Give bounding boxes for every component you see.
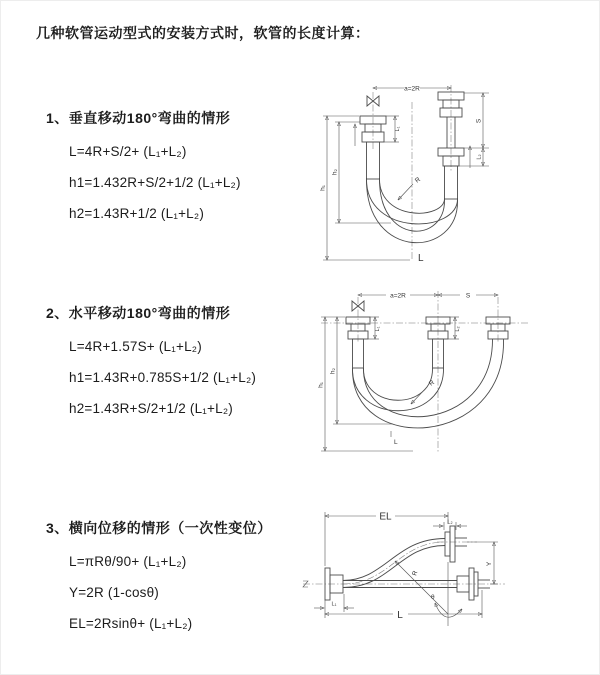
dim-label-radius: R xyxy=(427,379,436,388)
formula-length: L=4R+1.57S+ (L₁+L₂) xyxy=(69,339,202,354)
formula-length: L=πRθ/90+ (L₁+L₂) xyxy=(69,554,187,569)
page-title: 几种软管运动型式的安装方式时，软管的长度计算： xyxy=(36,25,370,41)
section-3 xyxy=(46,518,272,631)
dim-label-l1: L₁ xyxy=(395,126,401,132)
dim-label-length: L xyxy=(397,610,403,621)
dim-label-l2: L₂ xyxy=(455,326,461,332)
dim-label-theta: θ xyxy=(431,594,435,601)
diagram-vertical-180-bend xyxy=(313,72,545,267)
vertical-bend-drawing xyxy=(313,72,545,262)
braided-hose-section xyxy=(445,166,458,199)
formula-h2: h2=1.43R+S/2+1/2 (L₁+L₂) xyxy=(69,401,233,416)
dim-label-span: a=2R xyxy=(390,292,406,300)
diagram-horizontal-180-bend xyxy=(313,283,547,464)
section-1 xyxy=(46,108,241,221)
dim-label-el: EL xyxy=(379,511,392,523)
formula-el: EL=2Rsinθ+ (L₁+L₂) xyxy=(69,616,193,631)
formula-h2: h2=1.43R+1/2 (L₁+L₂) xyxy=(69,206,205,221)
dim-label-radius: R xyxy=(411,569,420,577)
formula-length: L=4R+S/2+ (L₁+L₂) xyxy=(69,144,187,159)
section-3-heading: 3、横向位移的情形（一次性变位） xyxy=(46,520,272,536)
dim-label-length: L xyxy=(418,253,424,262)
lateral-displacement-drawing xyxy=(297,502,597,656)
dim-label-h1: h₁ xyxy=(319,185,327,191)
section-1-heading: 1、垂直移动180°弯曲的情形 xyxy=(46,110,231,126)
dim-label-span: a=2R xyxy=(404,85,420,93)
dim-label-s: S xyxy=(465,292,471,300)
dim-label-s: S xyxy=(475,118,483,124)
horizontal-bend-drawing xyxy=(313,283,547,459)
dim-label-l2: L₂ xyxy=(447,519,453,526)
dim-label-l1: L₁ xyxy=(375,326,381,332)
diagram-lateral-displacement xyxy=(297,502,597,661)
braided-hose-section xyxy=(353,339,364,368)
section-2 xyxy=(46,303,256,416)
dim-label-l1: L₁ xyxy=(331,601,337,608)
formula-y: Y=2R (1-cosθ) xyxy=(69,585,160,600)
dim-label-y: Y xyxy=(486,561,493,567)
dim-label-h1: h₁ xyxy=(317,382,325,388)
dim-label-length: L xyxy=(394,439,398,446)
dim-label-radius: R xyxy=(413,176,422,185)
dim-label-l2: L₂ xyxy=(476,154,483,160)
dim-label-h2: h₂ xyxy=(331,168,339,176)
dim-label-h2: h₂ xyxy=(329,367,337,375)
formula-h1: h1=1.432R+S/2+1/2 (L₁+L₂) xyxy=(69,175,241,190)
formula-h1: h1=1.43R+0.785S+1/2 (L₁+L₂) xyxy=(69,370,257,385)
section-2-heading: 2、水平移动180°弯曲的情形 xyxy=(46,305,231,321)
